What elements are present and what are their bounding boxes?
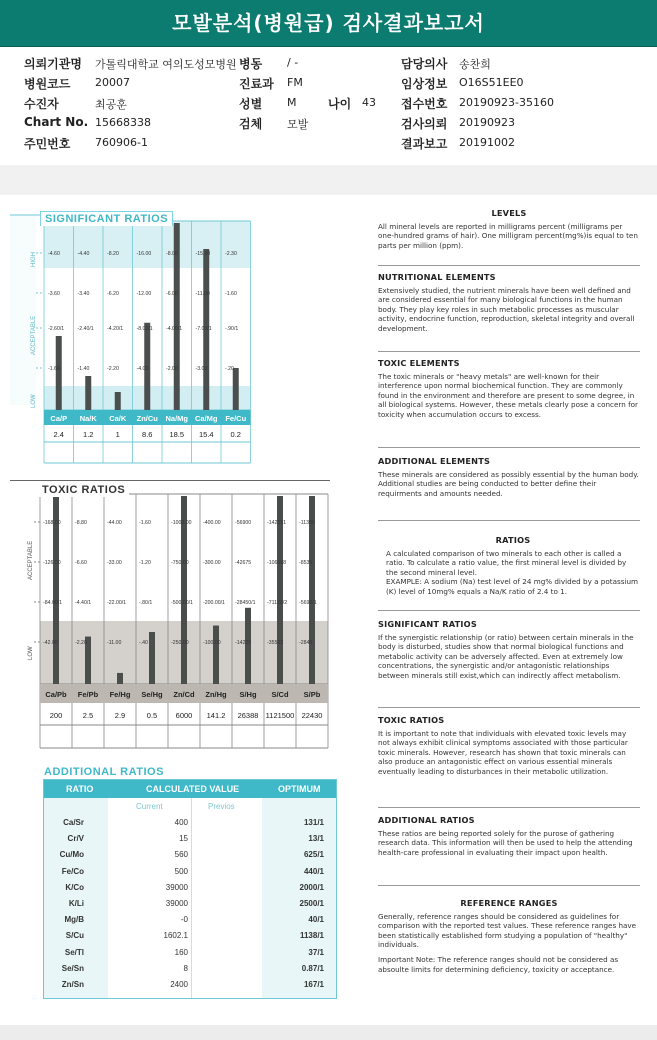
tick-label: -.90/1 xyxy=(225,326,239,332)
receipt-value: 20190923-35160 xyxy=(459,96,554,109)
additional-table-header xyxy=(44,780,336,798)
current-cell: 1602.1 xyxy=(163,931,188,941)
tox-ratios-text: It is important to note that individuals with elevated toxic levels may not always exhibit clinical symptoms associated with those particular toxic minerals. However, research has shown that toxic minerals can also produce an antagonistic effect on various essential minerals eventually leading to disturbances in their metabolic utilization. xyxy=(378,728,628,776)
value-label: 6000 xyxy=(175,711,193,720)
explanation-column xyxy=(378,195,640,1007)
additional-row xyxy=(44,964,336,980)
patient-value: 최공훈 xyxy=(95,98,127,111)
tick-label: -250.00 xyxy=(171,640,189,646)
additional-row xyxy=(44,915,336,931)
value-label: 22430 xyxy=(301,711,323,720)
tick-label: -400.00 xyxy=(203,520,221,526)
sub-previous: Previos xyxy=(208,802,235,811)
category-label: Zn/Cd xyxy=(173,690,195,699)
footer-strip xyxy=(0,1025,657,1040)
additional-elements-title: ADDITIONAL ELEMENTS xyxy=(378,456,491,466)
divider xyxy=(378,520,640,521)
tick-label: -1.60 xyxy=(48,366,60,372)
optimum-cell: 440/1 xyxy=(303,866,324,876)
tick-label: -142251 xyxy=(267,520,287,526)
specimen-label: 검체 xyxy=(239,117,263,131)
current-cell: 560 xyxy=(174,850,188,860)
toxic-ratios-chart xyxy=(10,480,340,760)
toxic-elements-title: TOXIC ELEMENTS xyxy=(378,358,460,368)
value-label: 15.4 xyxy=(198,430,214,439)
tick-label: -8.00/1 xyxy=(136,326,153,332)
divider xyxy=(378,885,640,886)
tick-label: -4.20/1 xyxy=(107,326,124,332)
chart-label: Chart No. xyxy=(24,115,89,129)
value-label: 2.4 xyxy=(53,430,64,439)
significant-ratios-chart xyxy=(10,205,270,475)
tick-label: -2.00 xyxy=(166,366,178,372)
category-label: Zn/Hg xyxy=(205,690,227,699)
tick-label: -1000.00 xyxy=(171,520,192,526)
value-label: 1 xyxy=(115,430,120,439)
value-label: 2.5 xyxy=(82,711,94,720)
ratio-cell: Se/Tl xyxy=(64,947,84,957)
tick-label: -500.00/1 xyxy=(171,600,193,606)
sig-ratios-title: SIGNIFICANT RATIOS xyxy=(378,619,477,629)
tox-ratios-section xyxy=(378,716,640,777)
additional-row xyxy=(44,899,336,915)
ratio-cell: Ca/Sr xyxy=(63,818,84,827)
tick-label: -2845 xyxy=(299,640,313,646)
current-cell: 400 xyxy=(174,818,188,827)
category-label: Na/Mg xyxy=(165,414,188,423)
ratio-cell: Zn/Sn xyxy=(61,980,84,989)
tick-label: -2.20 xyxy=(107,366,119,372)
value-label: 2.9 xyxy=(114,711,126,720)
category-label: S/Hg xyxy=(239,690,257,699)
category-label: Ca/Mg xyxy=(195,414,218,423)
tick-label: -1.60 xyxy=(139,520,151,526)
divider xyxy=(378,265,640,266)
dept-label: 진료과 xyxy=(239,77,274,91)
additional-row xyxy=(44,850,336,866)
optimum-cell: 167/1 xyxy=(303,980,324,989)
tick-label: -56900 xyxy=(235,520,252,526)
tick-label: -106688 xyxy=(267,560,287,566)
tick-label: -2.40/1 xyxy=(77,326,94,332)
tick-label: -42.00 xyxy=(43,640,58,646)
head-calculated: CALCULATED VALUE xyxy=(146,784,240,794)
zone-label-acceptable: ACCEPTABLE xyxy=(31,315,37,355)
age-label: 나이 xyxy=(328,97,352,111)
divider xyxy=(378,707,640,708)
section-gap xyxy=(0,165,657,195)
patient-label: 수진자 xyxy=(24,97,59,111)
category-label: S/Cd xyxy=(271,690,289,699)
tick-label: -2.60/1 xyxy=(48,326,65,332)
request-value: 20190923 xyxy=(459,116,515,129)
current-cell: 500 xyxy=(174,866,188,876)
tick-label: -11.00 xyxy=(107,640,122,646)
top-rule xyxy=(10,480,330,481)
value-label: 0.5 xyxy=(146,711,158,720)
category-label: Ca/Pb xyxy=(45,690,67,699)
tick-label: -1.40 xyxy=(77,366,90,372)
report-date-value: 20191002 xyxy=(459,136,515,149)
additional-elements-section xyxy=(378,457,640,498)
additional-row xyxy=(44,834,336,850)
zone-label-acceptable: ACCEPTABLE xyxy=(28,540,34,580)
add-ratios-title: ADDITIONAL RATIOS xyxy=(378,815,475,825)
category-label: Fe/Cu xyxy=(225,414,247,423)
nutritional-section xyxy=(378,273,640,334)
tick-label: -3.40 xyxy=(77,291,90,297)
ratio-cell: Fe/Co xyxy=(61,866,84,876)
category-label: Se/Hg xyxy=(141,690,163,699)
report-body xyxy=(0,195,657,1025)
category-label: Fe/Pb xyxy=(77,690,99,699)
value-label: 26388 xyxy=(237,711,259,720)
id-value: 760906-1 xyxy=(95,136,148,149)
category-label: Na/K xyxy=(79,414,97,423)
divider xyxy=(378,807,640,808)
tick-label: -1.60 xyxy=(225,291,237,297)
tick-label: -12.00 xyxy=(136,291,152,297)
tick-label: -750.00 xyxy=(171,560,189,566)
chart-value: 15668338 xyxy=(95,116,151,129)
levels-title: LEVELS xyxy=(491,208,527,218)
ratio-cell: K/Li xyxy=(68,899,84,908)
tick-label: -168.00 xyxy=(43,520,61,526)
bar-ca-k xyxy=(115,392,121,410)
bar-fe-hg xyxy=(117,673,123,684)
levels-text: All mineral levels are reported in milligrams percent (milligrams per one-hundred grams of hair). One milligram percent(mg%)is equal to ten parts per million (ppm). xyxy=(378,221,638,250)
tick-label: -8535 xyxy=(299,560,313,566)
tick-label: -8.80 xyxy=(75,520,87,526)
ratios-text: A calculated comparison of two minerals to each other is called a ratio. To calculate a ratio value, the first mineral level is divided by the second mineral level. xyxy=(386,548,627,577)
tick-label: -5690/1 xyxy=(299,600,317,606)
current-cell: 39000 xyxy=(165,882,188,892)
tick-label: -15.00 xyxy=(195,251,211,257)
category-label: Ca/P xyxy=(50,414,68,423)
current-cell: 15 xyxy=(179,834,188,844)
tick-label: -.20 xyxy=(225,366,234,372)
tick-label: -71126/2 xyxy=(267,600,288,606)
code-label: 병원코드 xyxy=(24,77,71,91)
specimen-value: 모발 xyxy=(287,118,309,131)
zone-label-low: LOW xyxy=(31,394,37,408)
additional-row xyxy=(44,980,336,996)
ward-value: / - xyxy=(287,56,299,69)
report-date-label: 결과보고 xyxy=(401,137,448,151)
additional-ratios-title: ADDITIONAL RATIOS xyxy=(40,765,168,779)
report-title: 모발분석(병원급) 검사결과보고서 xyxy=(0,0,657,47)
ratio-cell: Cu/Mo xyxy=(59,850,84,860)
optimum-cell: 0.87/1 xyxy=(301,963,324,973)
category-label: S/Pb xyxy=(303,690,321,699)
sex-label: 성별 xyxy=(239,97,263,111)
bar-fe-cu xyxy=(233,368,239,410)
optimum-cell: 40/1 xyxy=(308,915,324,925)
divider xyxy=(378,351,640,352)
tick-label: -4.40/1 xyxy=(75,600,92,606)
additional-ratios-table xyxy=(43,779,337,999)
id-label: 주민번호 xyxy=(24,137,71,151)
ratio-cell: K/Co xyxy=(65,882,84,892)
toxic-ratios-title: TOXIC RATIOS xyxy=(38,483,129,497)
tick-label: -6.60 xyxy=(75,560,87,566)
additional-row xyxy=(44,948,336,964)
hospital-label: 의뢰기관명 xyxy=(24,57,82,71)
ratios-example: EXAMPLE: A sodium (Na) test level of 24 mg% divided by a potassium (K) level of 10mg% equals a Na/K ratio of 2.4 to 1. xyxy=(386,577,639,596)
tick-label: -42675 xyxy=(235,560,252,566)
reference-section xyxy=(378,899,640,974)
value-label: 0.2 xyxy=(230,430,241,439)
tick-label: -4.40 xyxy=(77,251,90,257)
reference-title: REFERENCE RANGES xyxy=(460,898,558,908)
tick-label: -6.00 xyxy=(166,291,178,297)
dept-value: FM xyxy=(287,76,303,89)
divider xyxy=(378,610,640,611)
optimum-cell: 2500/1 xyxy=(299,899,324,908)
tick-label: -22.00/1 xyxy=(107,600,127,606)
optimum-cell: 2000/1 xyxy=(299,882,324,892)
optimum-cell: 37/1 xyxy=(308,947,324,957)
bar-na-k xyxy=(85,376,91,410)
hospital-value: 가톨릭대학교 여의도성모병원 xyxy=(95,58,237,71)
doctor-value: 송찬희 xyxy=(459,58,491,71)
reference-text: Generally, reference ranges should be considered as guidelines for comparison with the reported test values. These reference ranges have been statistically established form studying a population of "healthy" individuals. xyxy=(378,911,637,950)
category-label: Ca/K xyxy=(109,414,127,423)
value-label: 18.5 xyxy=(169,430,185,439)
significant-ratios-title: SIGNIFICANT RATIOS xyxy=(40,211,173,226)
current-cell: 160 xyxy=(174,947,188,957)
doctor-label: 담당의사 xyxy=(401,57,448,71)
toxic-elements-text: The toxic minerals or "heavy metals" are well-known for their interference upon normal biochemical function. They are commonly found in the environment and therefore are present to some degree, in all biological systems. However, these metals clearly pose a concern for toxicity when accumulation occurs to excess. xyxy=(378,371,638,419)
tick-label: -11.00 xyxy=(195,291,210,297)
tick-label: -14225 xyxy=(235,640,252,646)
clinical-value: O16S51EE0 xyxy=(459,76,524,89)
tick-label: -8.00 xyxy=(166,251,178,257)
zone-label-low: LOW xyxy=(28,646,34,660)
code-value: 20007 xyxy=(95,76,130,89)
tick-label: -35563 xyxy=(267,640,284,646)
bar-ca-p xyxy=(56,336,62,410)
ratio-cell: S/Cu xyxy=(65,931,84,941)
tick-label: -3.60 xyxy=(48,291,60,297)
add-ratios-section xyxy=(378,816,640,857)
tick-label: -6.20 xyxy=(107,291,119,297)
bar-zn-hg xyxy=(213,626,219,684)
tick-label: -.80/1 xyxy=(139,600,153,606)
ratio-cell: Se/Sn xyxy=(61,963,84,973)
tick-label: -1.20 xyxy=(139,560,151,566)
tick-label: -100.00 xyxy=(203,640,221,646)
optimum-cell: 625/1 xyxy=(303,850,324,860)
tick-label: -126.00 xyxy=(43,560,61,566)
tox-ratios-title: TOXIC RATIOS xyxy=(378,715,445,725)
ratio-cell: Mg/B xyxy=(64,915,84,925)
tick-label: -.40 xyxy=(139,640,148,646)
value-label: 1.2 xyxy=(83,430,94,439)
tick-label: -8.20 xyxy=(107,251,119,257)
tick-label: -2.20 xyxy=(75,640,87,646)
head-optimum: OPTIMUM xyxy=(278,784,321,794)
optimum-cell: 13/1 xyxy=(308,834,324,844)
tick-label: -84.00/1 xyxy=(43,600,63,606)
optimum-cell: 1138/1 xyxy=(299,931,324,941)
additional-row xyxy=(44,883,336,899)
tick-label: -4.00 xyxy=(136,366,149,372)
levels-section xyxy=(378,209,640,250)
value-label: 8.6 xyxy=(142,430,153,439)
clinical-label: 임상정보 xyxy=(401,77,448,91)
tick-label: -44.00 xyxy=(107,520,122,526)
tick-label: -4.00/1 xyxy=(166,326,183,332)
category-label: Zn/Cu xyxy=(136,414,158,423)
current-cell: 2400 xyxy=(170,980,188,989)
reference-note: Important Note: The reference ranges should not be considered as absoulte limits for determining deficiency, toxicity or acceptance. xyxy=(378,954,619,974)
sub-current: Current xyxy=(136,802,163,811)
value-label: 141.2 xyxy=(206,711,226,720)
ward-label: 병동 xyxy=(239,57,263,71)
head-ratio: RATIO xyxy=(66,784,94,794)
current-cell: 39000 xyxy=(165,899,188,908)
divider xyxy=(378,447,640,448)
tick-label: -16.00 xyxy=(136,251,152,257)
additional-row xyxy=(44,867,336,883)
add-ratios-text: These ratios are being reported solely for the purose of gathering research data. This information will then be used to help the attending health-care professional in evaluating their impact upon health. xyxy=(378,828,633,857)
tick-label: -3.00 xyxy=(195,366,208,372)
ratios-section xyxy=(378,536,640,597)
bar-se-hg xyxy=(149,632,155,684)
request-label: 검사의뢰 xyxy=(401,117,448,131)
tick-label: -11380 xyxy=(299,520,315,526)
additional-elements-text: These minerals are considered as possibly essential by the human body. Additional studies are being conducted to better define their requirments and amounts needed. xyxy=(378,469,639,498)
tick-label: -4.60 xyxy=(48,251,60,257)
receipt-label: 접수번호 xyxy=(401,97,448,111)
age-value: 43 xyxy=(362,96,376,109)
current-cell: 8 xyxy=(183,963,188,973)
value-label: 1121500 xyxy=(265,711,295,720)
optimum-cell: 131/1 xyxy=(303,818,324,827)
current-cell: -0 xyxy=(180,915,188,925)
tick-label: -33.00 xyxy=(107,560,122,566)
additional-row xyxy=(44,931,336,947)
nutritional-text: Extensively studied, the nutrient minerals have been well defined and are considered essential for many biological functions in the human body. They play key roles in such metabolic processes as muscular activity, endocrine function, reproduction, skeletal integrity and overall development. xyxy=(378,285,635,333)
tick-label: -28450/1 xyxy=(235,600,256,606)
additional-row xyxy=(44,818,336,834)
sex-value: M xyxy=(287,96,297,109)
ratio-cell: Cr/V xyxy=(67,834,84,844)
sig-ratios-text: If the synergistic relationship (or ratio) between certain minerals in the body is disturbed, studies show that normal biological functions and metabolic activity can be adversely affected. Even at extremely low concentrations, the synergistic and/or antagonistic relationships between minerals still exist,which can indirectly affect metabolism. xyxy=(378,632,634,680)
category-label: Fe/Hg xyxy=(109,690,131,699)
zone-label-high: HIGH xyxy=(31,252,37,267)
header-info xyxy=(0,47,657,165)
sig-ratios-section xyxy=(378,620,640,681)
zone-label-strip xyxy=(10,215,36,405)
toxic-elements-section xyxy=(378,359,640,420)
tick-label: -200.00/1 xyxy=(203,600,225,606)
tick-label: -2.30 xyxy=(225,251,237,257)
tick-label: -300.00 xyxy=(203,560,221,566)
value-label: 200 xyxy=(49,711,63,720)
tick-label: -7.00/1 xyxy=(195,326,212,332)
nutritional-title: NUTRITIONAL ELEMENTS xyxy=(378,272,496,282)
ratios-title: RATIOS xyxy=(495,535,531,545)
